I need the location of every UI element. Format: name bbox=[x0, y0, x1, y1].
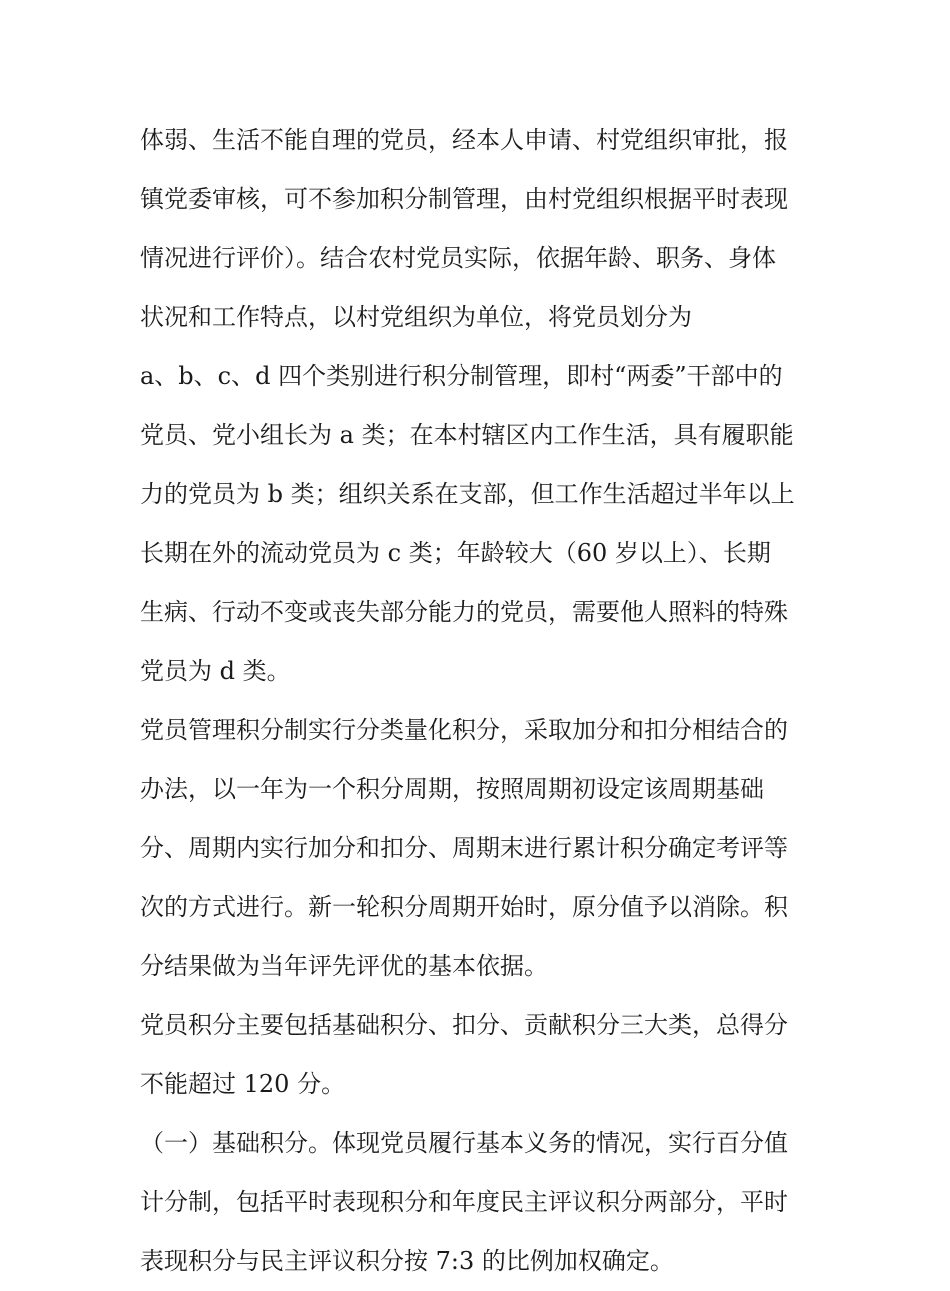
body-text bbox=[140, 111, 830, 1291]
text-line: 党员为 d 类。 bbox=[140, 657, 291, 685]
text-line: 情况进行评价）。结合农村党员实际，依据年龄、职务、身体 bbox=[140, 244, 776, 272]
text-line: a、b、c、d 四个类别进行积分制管理，即村“两委”干部中的 bbox=[140, 362, 783, 390]
text-line: 不能超过 120 分。 bbox=[140, 1070, 346, 1098]
text-line: 办法，以一年为一个积分周期，按照周期初设定该周期基础 bbox=[140, 775, 764, 803]
text-line: 党员积分主要包括基础积分、扣分、贡献积分三大类，总得分 bbox=[140, 1011, 788, 1039]
text-line: 分结果做为当年评先评优的基本依据。 bbox=[140, 952, 548, 980]
text-line: 力的党员为 b 类；组织关系在支部，但工作生活超过半年以上 bbox=[140, 480, 795, 508]
text-line: 表现积分与民主评议积分按 7:3 的比例加权确定。 bbox=[140, 1247, 674, 1275]
text-line: 分、周期内实行加分和扣分、周期末进行累计积分确定考评等 bbox=[140, 834, 788, 862]
text-line: （一）基础积分。体现党员履行基本义务的情况，实行百分值 bbox=[140, 1129, 788, 1157]
text-line: 状况和工作特点，以村党组织为单位，将党员划分为 bbox=[140, 303, 692, 331]
text-line: 体弱、生活不能自理的党员，经本人申请、村党组织审批，报 bbox=[140, 126, 788, 154]
text-line: 生病、行动不变或丧失部分能力的党员，需要他人照料的特殊 bbox=[140, 598, 788, 626]
text-line: 计分制，包括平时表现积分和年度民主评议积分两部分，平时 bbox=[140, 1188, 788, 1216]
text-line: 长期在外的流动党员为 c 类；年龄较大（60 岁以上）、长期 bbox=[140, 539, 771, 567]
text-line: 镇党委审核，可不参加积分制管理，由村党组织根据平时表现 bbox=[140, 185, 788, 213]
text-line: 次的方式进行。新一轮积分周期开始时，原分值予以消除。积 bbox=[140, 893, 788, 921]
text-line: 党员、党小组长为 a 类；在本村辖区内工作生活，具有履职能 bbox=[140, 421, 794, 449]
text-line: 党员管理积分制实行分类量化积分，采取加分和扣分相结合的 bbox=[140, 716, 788, 744]
